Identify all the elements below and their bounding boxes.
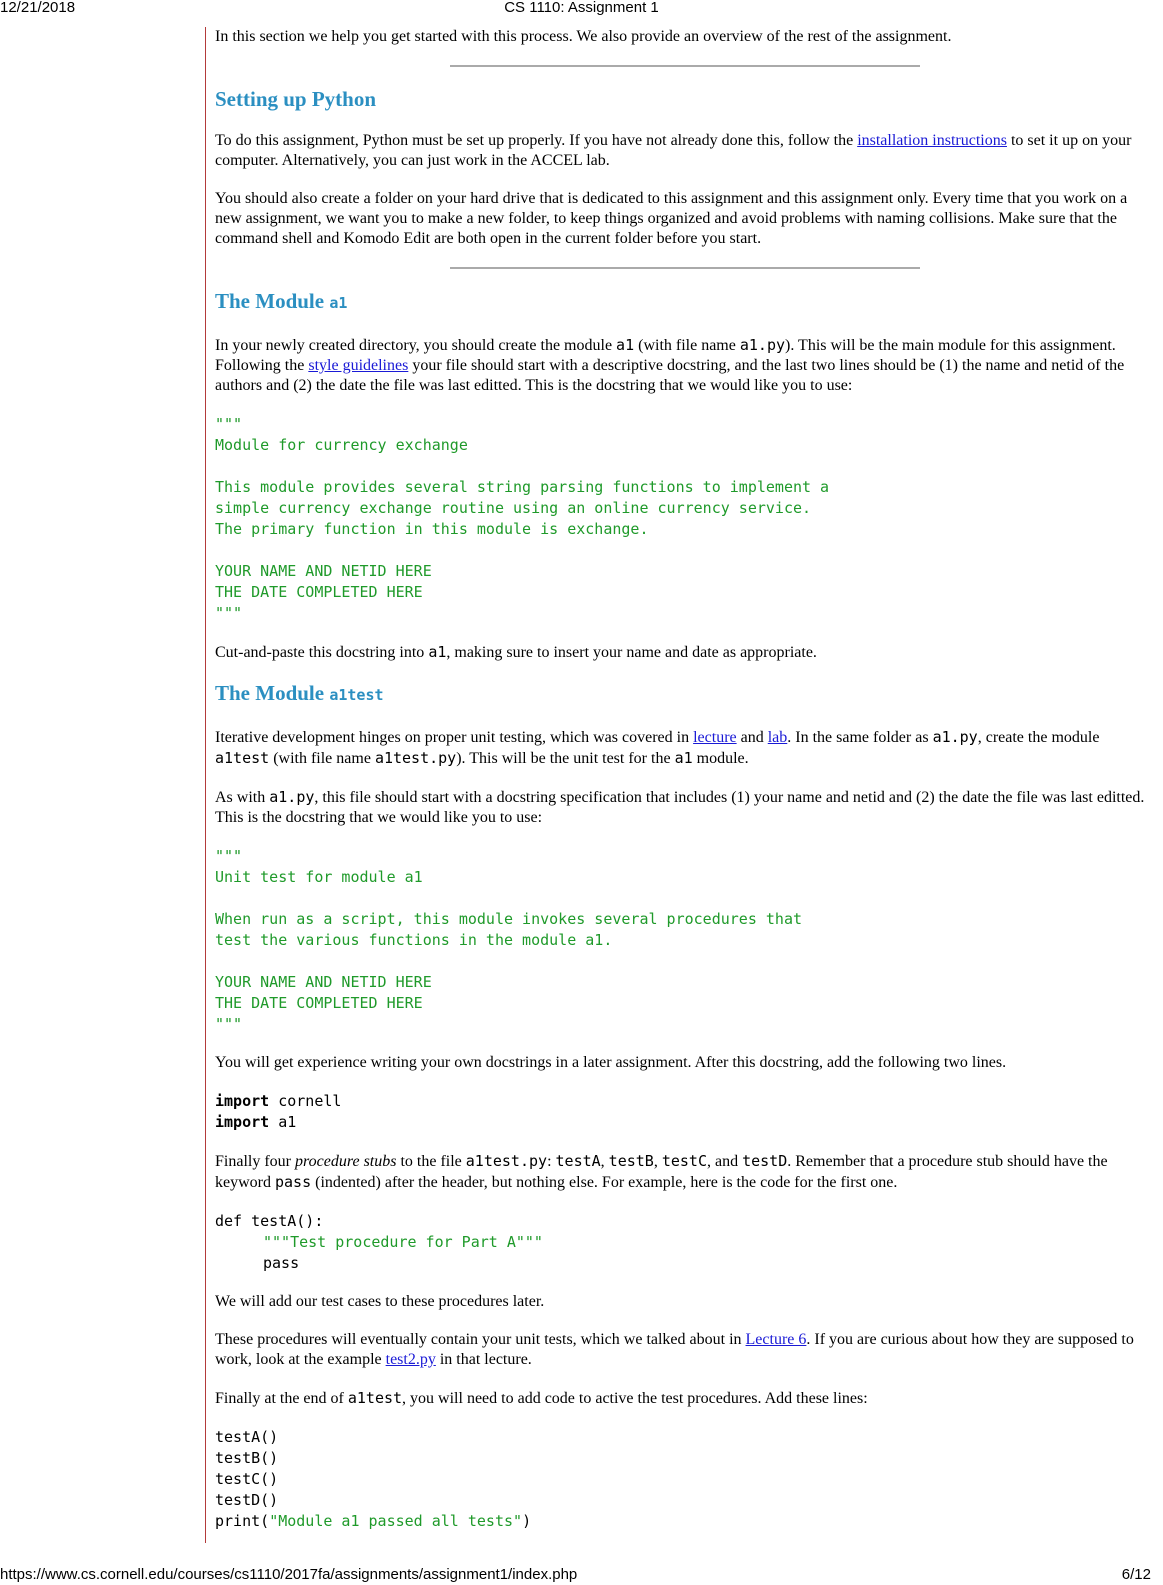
setup-paragraph-2: You should also create a folder on your hard drive that is dedicated to this assignment and this assignment only. Every time that you work on a new assignment, we want you to make a new folder, to keep things organized and avoid problems with naming collisions. Make sure that the command shell and Komodo Edit are both open in the current folder before you start. <box>215 190 1128 247</box>
a1-docstring-code: """ Module for currency exchange This module provides several string parsing functions to implement a simple currency exchange routine using an online currency service. The primary function in this module is exchange. YOUR NAME AND NETID HERE THE DATE COMPLETED HERE """ <box>215 415 830 622</box>
setup-paragraph-1: To do this assignment, Python must be set up properly. If you have not already done this, follow the installation instructions to set it up on your computer. Alternatively, you can just work in the ACCEL lab. <box>215 132 1132 169</box>
lecture-6-link[interactable]: Lecture 6 <box>745 1331 807 1348</box>
print-date: 12/21/2018 <box>0 0 76 16</box>
main-content <box>215 27 1155 1550</box>
a1test-paragraph-3: You will get experience writing your own docstrings in a later assignment. After this docstring, add the following two lines. <box>215 1054 1007 1071</box>
print-url: https://www.cs.cornell.edu/courses/cs1110/2017fa/assignments/assignment1/index.php <box>0 1566 578 1583</box>
import-code: import cornell import a1 <box>215 1092 342 1131</box>
a1-paragraph-2: Cut-and-paste this docstring into a1, making sure to insert your name and date as appropriate. <box>215 643 817 661</box>
installation-instructions-link[interactable]: installation instructions <box>857 132 1007 149</box>
print-title: CS 1110: Assignment 1 <box>504 0 659 16</box>
section-divider <box>450 267 920 269</box>
lecture-link[interactable]: lecture <box>693 729 737 746</box>
left-margin-rule <box>205 27 206 1543</box>
a1test-paragraph-4: Finally four procedure stubs to the file a1test.py: testA, testB, testC, and testD. Remember that a procedure stub should have the keyword pass (indented) after the header, but nothing else. For example, here is the code for the first one. <box>215 1152 1108 1191</box>
section-divider <box>450 65 920 67</box>
a1test-paragraph-6: These procedures will eventually contain your unit tests, which we talked about in Lecture 6. If you are curious about how they are supposed to work, look at the example test2.py in that lecture. <box>215 1331 1134 1368</box>
a1test-paragraph-7: Finally at the end of a1test, you will need to add code to active the test procedures. Add these lines: <box>215 1389 868 1407</box>
a1test-paragraph-2: As with a1.py, this file should start with a docstring specification that includes (1) your name and netid and (2) the date the file was last editted. This is the docstring that we would like you to use: <box>215 788 1145 826</box>
heading-setting-up-python: Setting up Python <box>215 87 377 111</box>
page-number: 6/12 <box>1121 1566 1151 1583</box>
heading-module-a1: The Module a1 <box>215 289 348 313</box>
a1-paragraph-1: In your newly created directory, you should create the module a1 (with file name a1.py). This will be the main module for this assignment. Following the style guidelines your file should start with a descriptive docstring, and the last two lines should be (1) the name and netid of the authors and (2) the date the file was last editted. This is the docstring that we would like you to use: <box>215 336 1125 394</box>
a1test-docstring-code: """ Unit test for module a1 When run as a script, this module invokes several procedures that test the various functions in the module a1. YOUR NAME AND NETID HERE THE DATE COMPLETED HERE """ <box>215 847 802 1033</box>
a1test-paragraph-5: We will add our test cases to these procedures later. <box>215 1293 545 1310</box>
procedure-stub-code: def testA(): """Test procedure for Part A""" pass <box>215 1212 543 1272</box>
print-footer <box>0 1565 1163 1585</box>
intro-paragraph: In this section we help you get started with this process. We also provide an overview of the rest of the assignment. <box>215 28 952 45</box>
heading-module-a1test: The Module a1test <box>215 681 384 705</box>
style-guidelines-link[interactable]: style guidelines <box>308 357 409 374</box>
lab-link[interactable]: lab <box>767 729 788 746</box>
test2-py-link[interactable]: test2.py <box>385 1351 436 1368</box>
a1test-paragraph-1: Iterative development hinges on proper unit testing, which was covered in lecture and lab. In the same folder as a1.py, create the module a1test (with file name a1test.py). This will be the unit test for the a1 module. <box>215 728 1100 767</box>
print-header <box>0 0 1163 18</box>
test-calls-code: testA() testB() testC() testD() print("Module a1 passed all tests") <box>215 1428 532 1530</box>
